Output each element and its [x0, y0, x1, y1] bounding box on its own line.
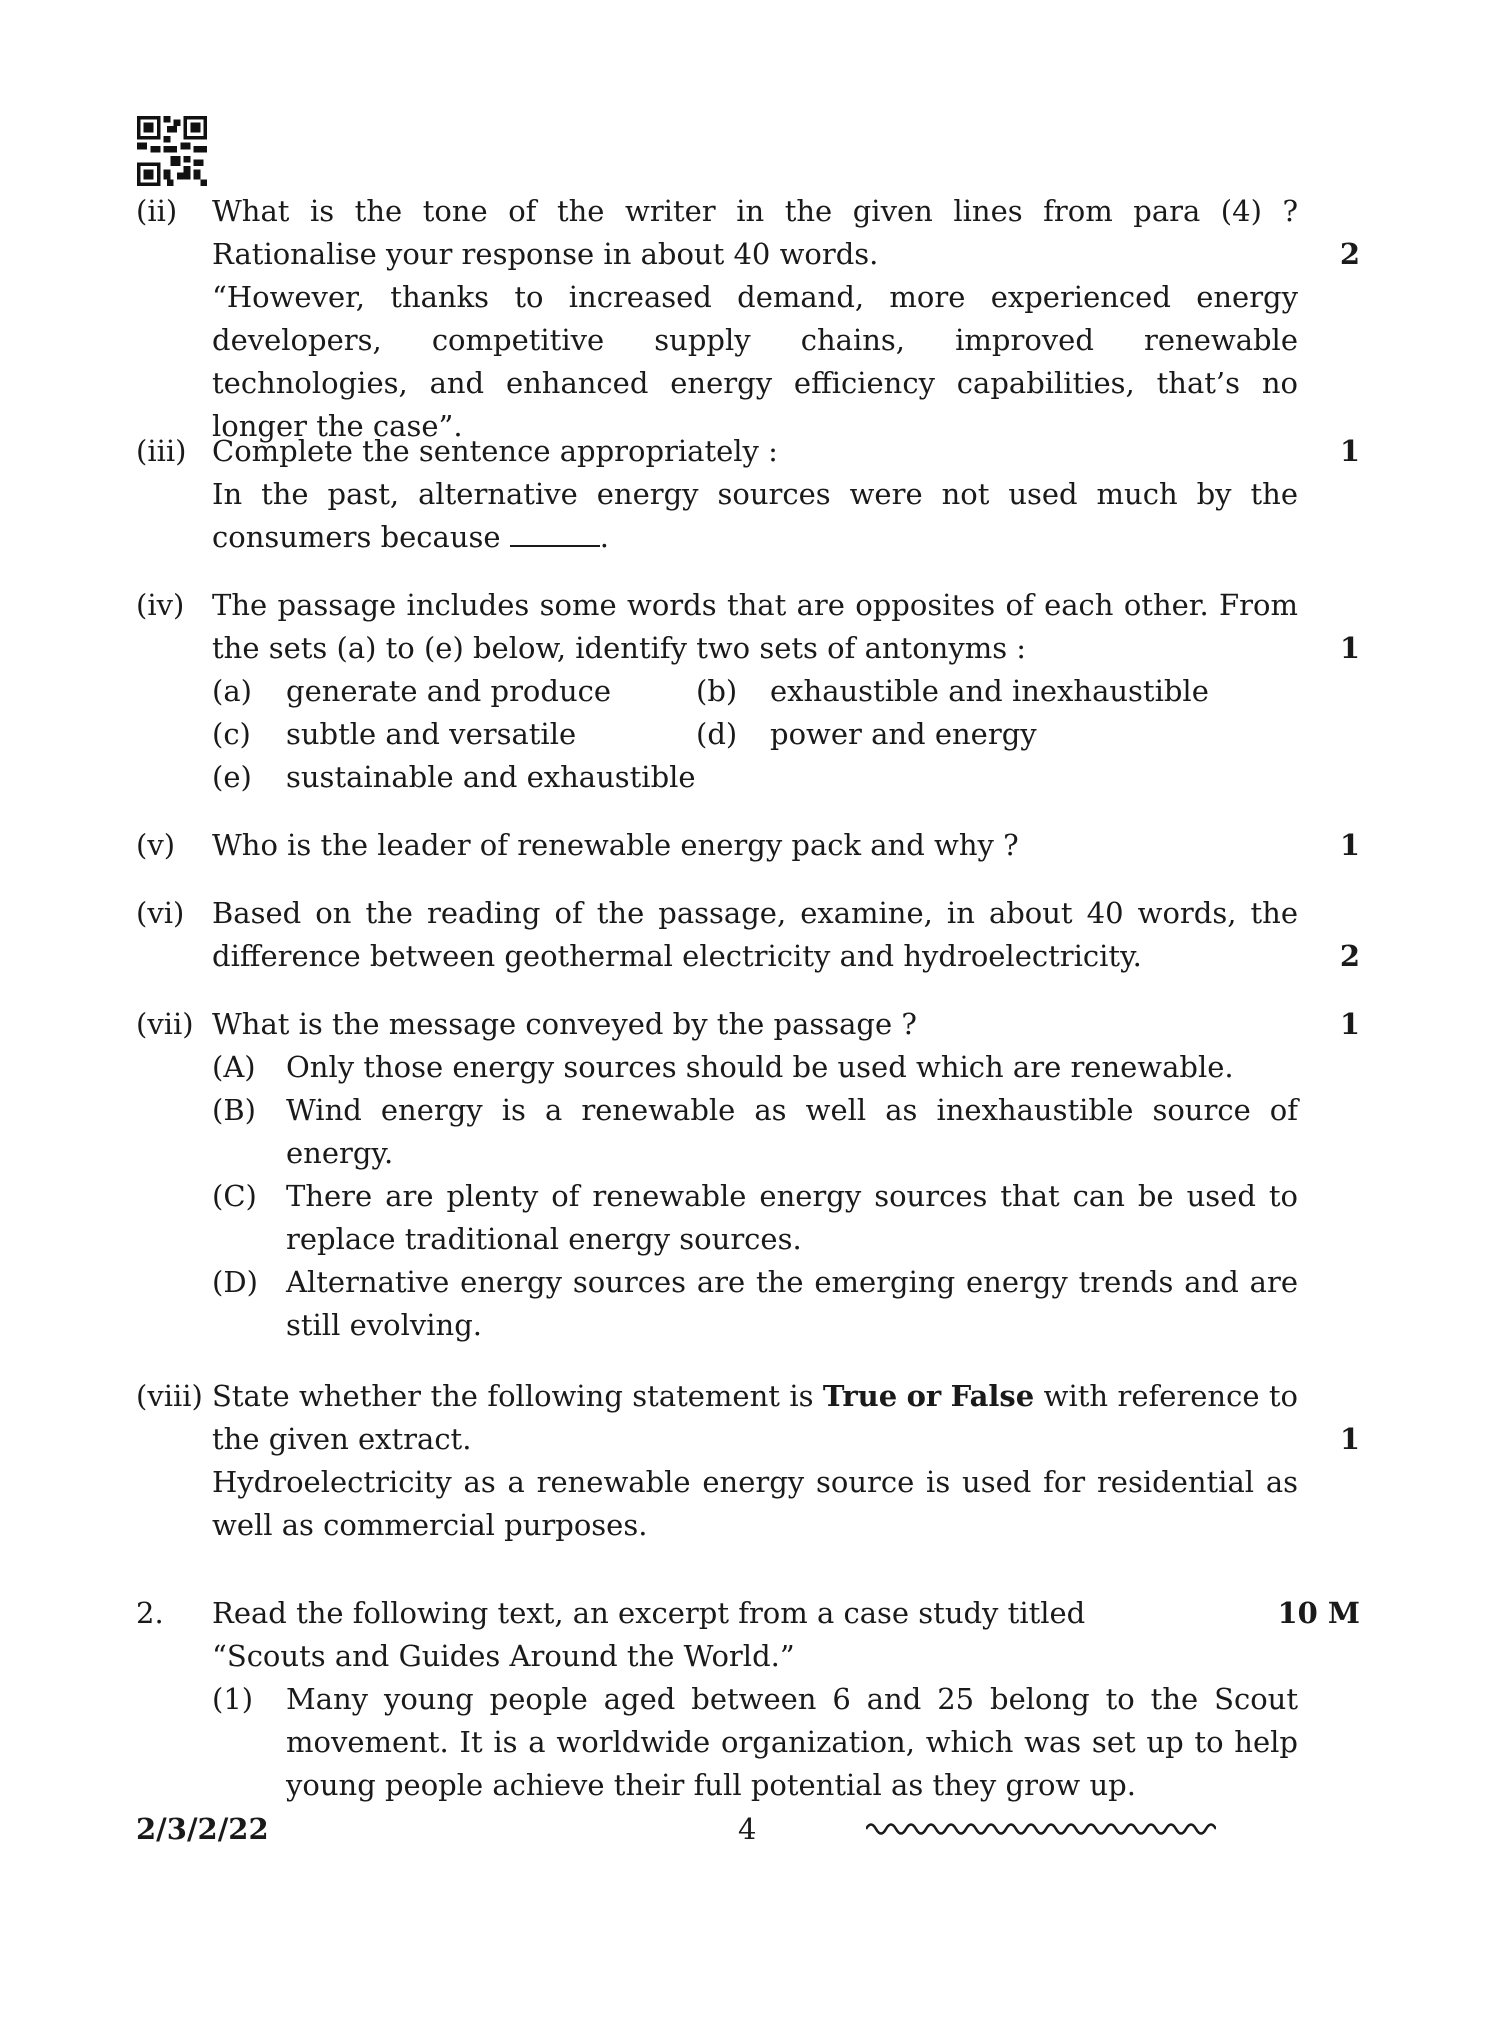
marks: 2 — [1339, 237, 1360, 271]
marks: 1 — [1339, 1422, 1360, 1456]
question-vii — [136, 1003, 1360, 1347]
option-text: generate and produce — [286, 674, 612, 708]
option-text: sustainable and exhaustible — [286, 760, 696, 794]
option-text: exhaustible and inexhaustible — [770, 674, 1209, 708]
marks: 1 — [1339, 631, 1360, 665]
question-number: (vii) — [136, 1007, 194, 1041]
case-study-title: “Scouts and Guides Around the World.” — [212, 1639, 795, 1673]
statement-text: Hydroelectricity as a renewable energy source is used for residential as well as commercial purposes. — [212, 1465, 1298, 1542]
option-label: (d) — [696, 717, 738, 751]
question-text: Based on the reading of the passage, examine, in about 40 words, the — [212, 896, 1298, 930]
option-d: (D) Alternative energy sources are the emerging energy trends and are still evolving. — [212, 1265, 1298, 1342]
marks: 1 — [1339, 434, 1360, 468]
option-c: (C) There are plenty of renewable energy sources that can be used to replace traditional energy sources. — [212, 1179, 1298, 1256]
question-number: (ii) — [136, 194, 178, 228]
question-ii — [136, 190, 1360, 448]
question-number: (v) — [136, 828, 176, 862]
page-footer — [136, 1812, 1236, 1852]
marks: 2 — [1339, 939, 1360, 973]
question-text: The passage includes some words that are opposites of each other. From — [212, 588, 1298, 622]
question-text: Read the following text, an excerpt from a case study titled — [212, 1596, 1086, 1630]
question-viii — [136, 1375, 1360, 1547]
option-label: (b) — [696, 674, 738, 708]
question-vi — [136, 892, 1360, 978]
question-text: In the past, alternative energy sources were not used much by the consumers because . — [212, 477, 1298, 554]
options-list — [212, 670, 1298, 799]
option-label: (c) — [212, 717, 251, 751]
marks: 1 — [1339, 1007, 1360, 1041]
question-number: (vi) — [136, 896, 185, 930]
question-2 — [136, 1592, 1360, 1807]
option-text: power and energy — [770, 717, 1037, 751]
question-iii — [136, 430, 1360, 559]
option-a: (A) Only those energy sources should be used which are renewable. — [212, 1050, 1234, 1084]
quoted-lines: “However, thanks to increased demand, more experienced energy developers, competitive supply chains, improved renewable technologies, and enhanced energy efficiency capabilities, that’s no longer the case”. — [212, 280, 1298, 443]
marks: 1 — [1339, 828, 1360, 862]
question-text: Who is the leader of renewable energy pack and why ? — [212, 828, 1019, 862]
option-b: (B) Wind energy is a renewable as well as inexhaustible source of energy. — [212, 1093, 1298, 1170]
question-text: difference between geothermal electricity and hydroelectricity. — [212, 939, 1142, 973]
question-v — [136, 824, 1360, 867]
answer-blank — [510, 521, 600, 547]
question-text: What is the message conveyed by the passage ? — [212, 1007, 917, 1041]
question-number: 2. — [136, 1596, 164, 1630]
question-text: the sets (a) to (e) below, identify two sets of antonyms : — [212, 631, 1027, 665]
question-text: the given extract. — [212, 1422, 472, 1456]
paper-code: 2/3/2/22 — [136, 1812, 269, 1846]
qr-code-icon — [137, 116, 207, 186]
option-text: subtle and versatile — [286, 717, 577, 751]
question-number: (iii) — [136, 434, 187, 468]
question-text: Complete the sentence appropriately : — [212, 434, 778, 468]
question-text: Rationalise your response in about 40 words. — [212, 237, 879, 271]
paragraph-1: (1) Many young people aged between 6 and 25 belong to the Scout movement. It is a worldwide organization, which was set up to help young people achieve their full potential as they grow up. — [212, 1682, 1298, 1802]
marks: 10 M — [1277, 1596, 1360, 1630]
option-label: (e) — [212, 760, 252, 794]
option-label: (a) — [212, 674, 252, 708]
question-text: What is the tone of the writer in the given lines from para (4) ? — [212, 194, 1298, 228]
question-number: (viii) — [136, 1379, 203, 1413]
question-text: State whether the following statement is True or False with reference to — [212, 1379, 1298, 1413]
wavy-line-icon — [866, 1814, 1216, 1844]
question-number: (iv) — [136, 588, 185, 622]
page-number: 4 — [738, 1812, 757, 1846]
question-iv — [136, 584, 1360, 799]
